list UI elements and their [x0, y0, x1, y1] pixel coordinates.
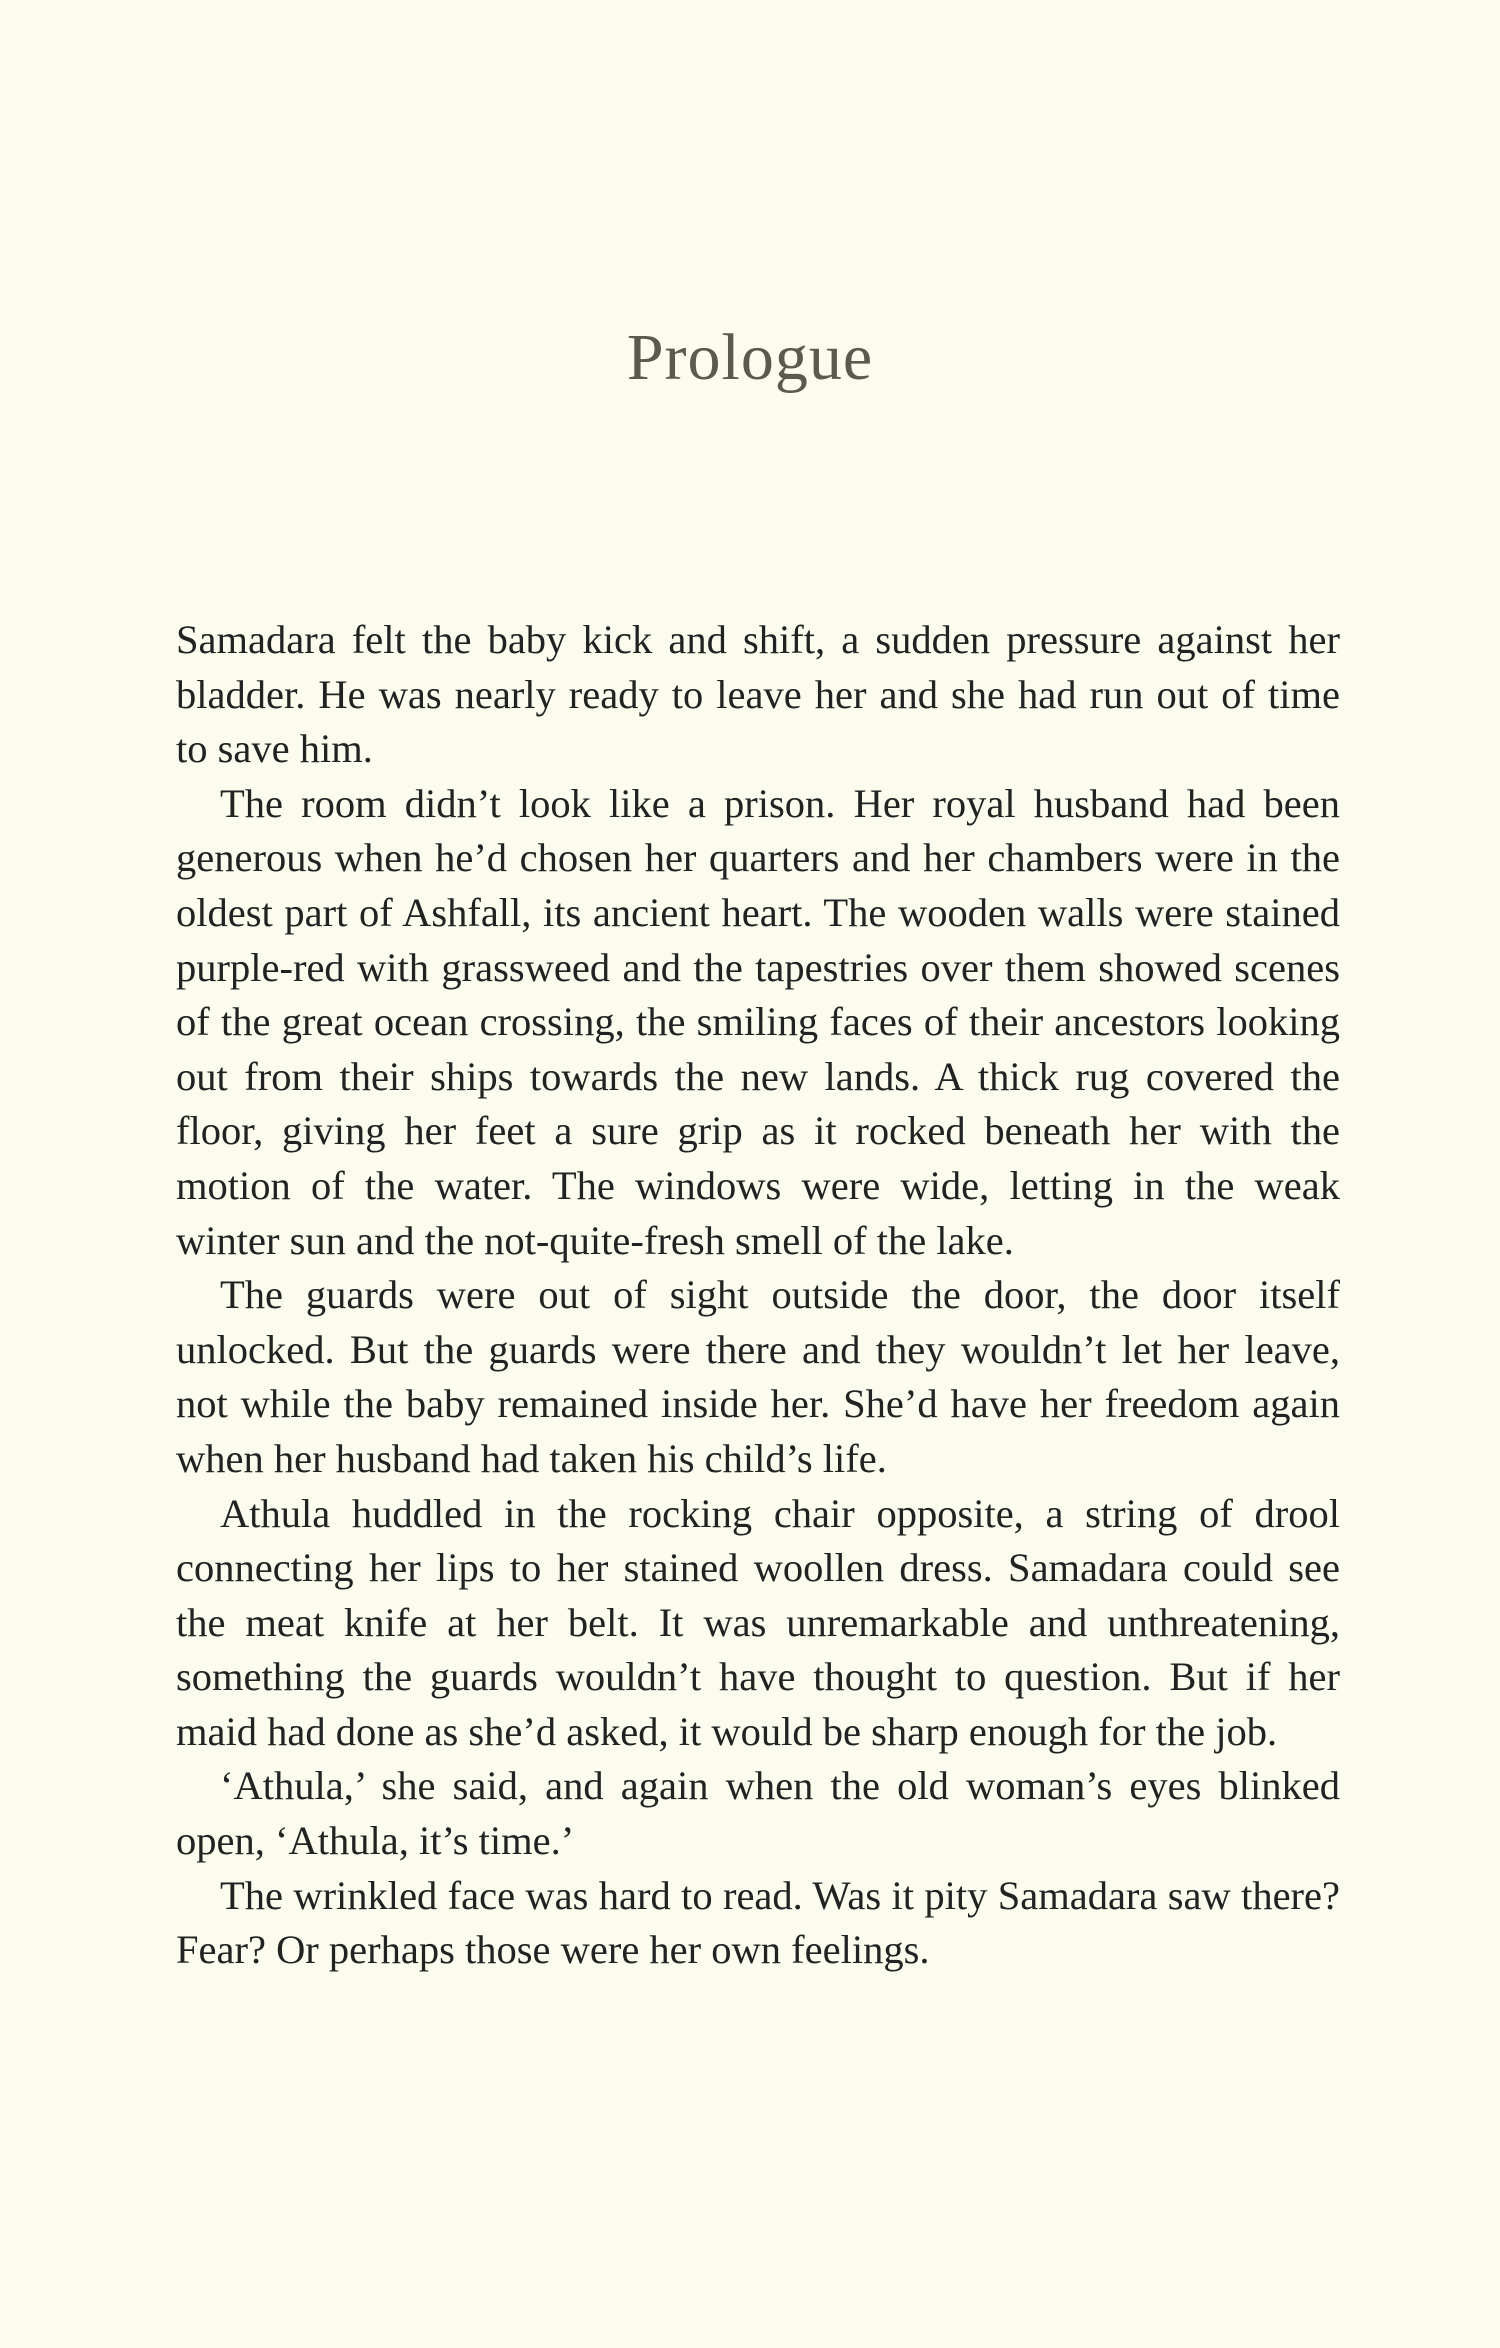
- paragraph: Athula huddled in the rocking chair opposite, a string of drool connecting her lips to her stained woollen dress. Samadara could see the meat knife at her belt. It was unremarkable and unthreatening, something the guards wouldn’t have thought to question. But if her maid had done as she’d asked, it would be sharp enough for the job.: [176, 1490, 1340, 1754]
- chapter-title: Prologue: [626, 321, 874, 394]
- chapter-body: [176, 613, 1340, 1978]
- paragraph: Samadara felt the baby kick and shift, a sudden pressure against her bladder. He was nearly ready to leave her and she had run out of time to save him.: [176, 617, 1340, 772]
- paragraph: ‘Athula,’ she said, and again when the old woman’s eyes blinked open, ‘Athula, it’s time.’: [176, 1763, 1340, 1864]
- paragraph: The room didn’t look like a prison. Her royal husband had been generous when he’d chosen her quarters and her chambers were in the oldest part of Ashfall, its ancient heart. The wooden walls were stained purple-red with grassweed and the tapestries over them showed scenes of the great ocean crossing, the smiling faces of their ancestors looking out from their ships towards the new lands. A thick rug covered the floor, giving her feet a sure grip as it rocked beneath her with the motion of the water. The windows were wide, letting in the weak winter sun and the not-quite-fresh smell of the lake.: [176, 780, 1340, 1263]
- paragraph: The guards were out of sight outside the door, the door itself unlocked. But the guards were there and they wouldn’t let her leave, not while the baby remained inside her. She’d have her freedom again when her husband had taken his child’s life.: [176, 1272, 1340, 1481]
- paragraph: The wrinkled face was hard to read. Was it pity Samadara saw there? Fear? Or perhaps those were her own feelings.: [176, 1872, 1340, 1973]
